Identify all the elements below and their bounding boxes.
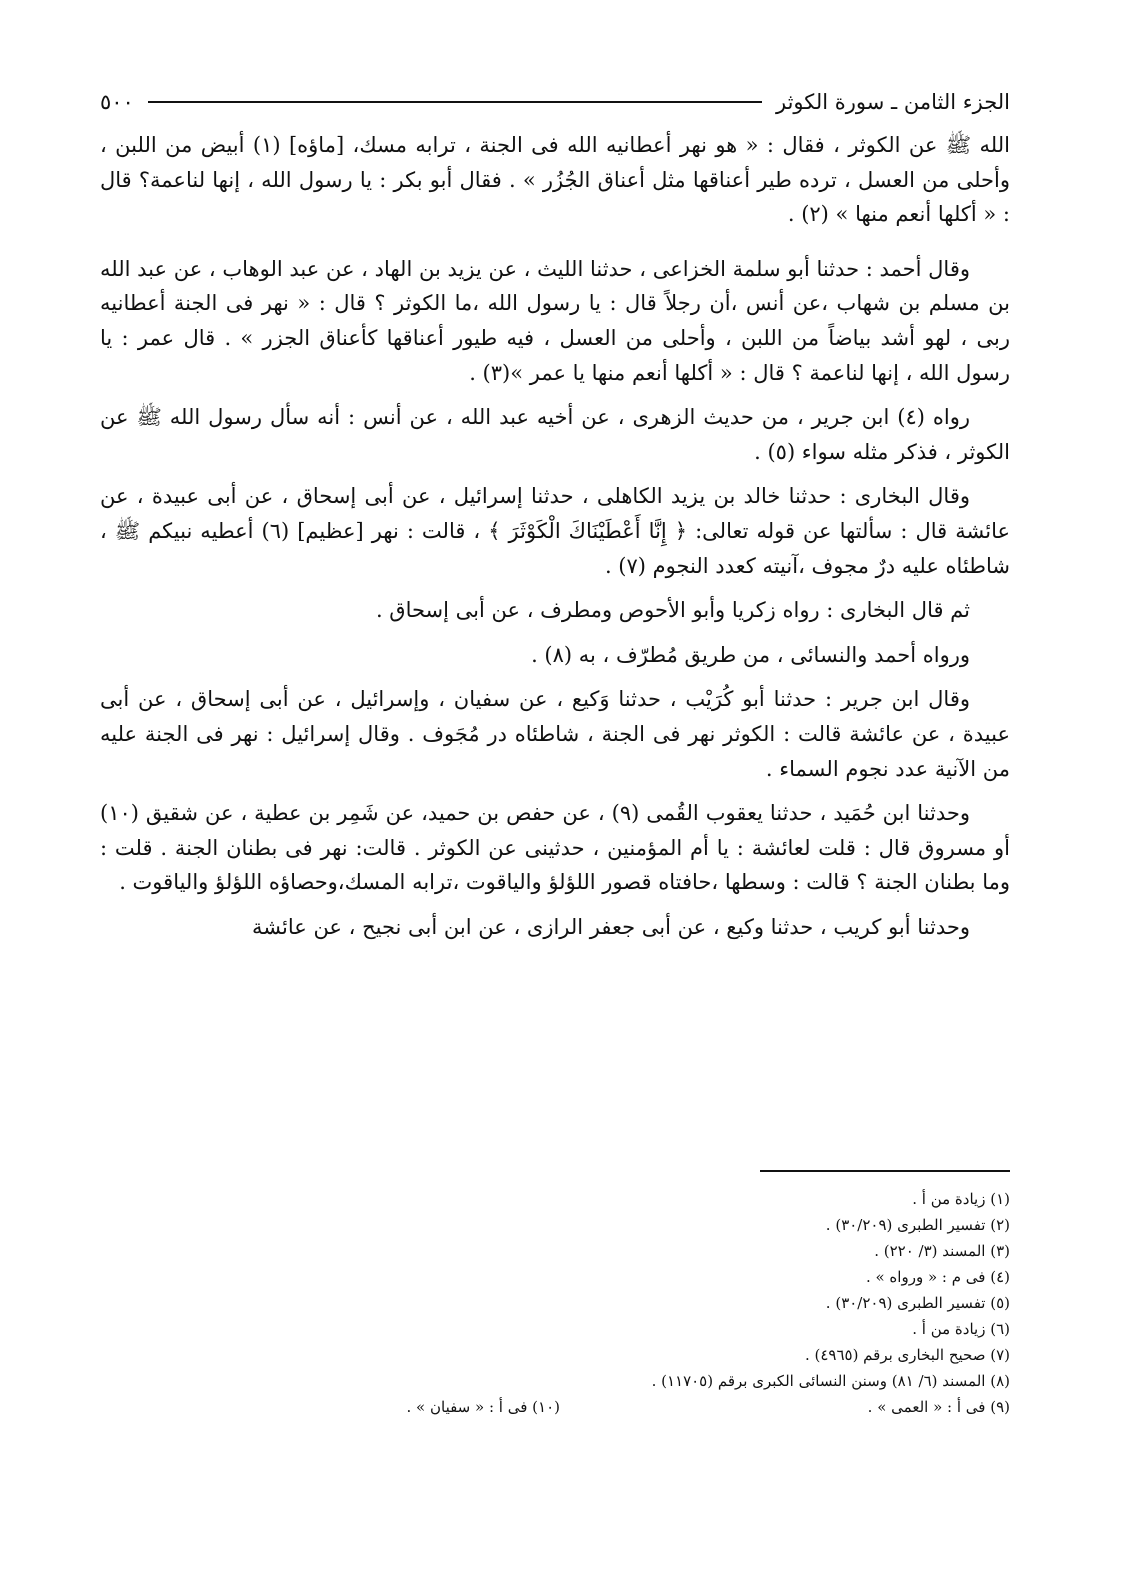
- main-text: [100, 128, 1010, 954]
- footnote: (٩) فى أ : « العمى » .: [867, 1398, 1010, 1416]
- footnote: (٨) المسند (٦/ ٨١) وسنن النسائى الكبرى برقم (١١٧٠٥) .: [651, 1372, 1010, 1390]
- footnote: (٦) زيادة من أ .: [912, 1320, 1010, 1338]
- footnote: (٥) تفسير الطبرى (٣٠/٢٠٩) .: [825, 1294, 1010, 1312]
- footnote: (١٠) فى أ : « سفيان » .: [406, 1398, 560, 1416]
- footnote: (٧) صحيح البخارى برقم (٤٩٦٥) .: [804, 1346, 1010, 1364]
- paragraph: ثم قال البخارى : رواه زكريا وأبو الأحوص ومطرف ، عن أبى إسحاق .: [375, 598, 970, 623]
- paragraph: وحدثنا ابن حُمَيد ، حدثنا يعقوب القُمى (٩) ، عن حفص بن حميد، عن شَمِر بن عطية ، عن شقيق (١٠) أو مسروق قال : قلت لعائشة : يا أم المؤمنين ، حدثينى عن الكوثر . قالت: نهر فى بطنان الجنة . قلت : وما بطنان الجنة ؟ قالت : وسطها ،حافتاه قصور اللؤلؤ والياقوت ،ترابه المسك،وحصاؤه اللؤلؤ والياقوت .: [100, 801, 1010, 895]
- footnote: (٤) فى م : « ورواه » .: [865, 1268, 1010, 1286]
- paragraph: وقال ابن جرير : حدثنا أبو كُرَيْب ، حدثنا وَكيع ، عن سفيان ، وإسرائيل ، عن أبى إسحاق ، عن أبى عبيدة ، عن عائشة قالت : الكوثر نهر فى الجنة ، شاطئاه در مُجَوف . وقال إسرائيل : نهر فى الجنة عليه من الآنية عدد نجوم السماء .: [100, 687, 1010, 781]
- footnote-row: [100, 1394, 1010, 1420]
- footnotes: [100, 1186, 1010, 1420]
- footnote: (٢) تفسير الطبرى (٣٠/٢٠٩) .: [825, 1216, 1010, 1234]
- header-rule: [148, 101, 762, 103]
- running-title: الجزء الثامن ـ سورة الكوثر: [775, 90, 1010, 114]
- paragraph: وحدثنا أبو كريب ، حدثنا وكيع ، عن أبى جعفر الرازى ، عن ابن أبى نجيح ، عن عائشة: [252, 914, 970, 939]
- paragraph: رواه (٤) ابن جرير ، من حديث الزهرى ، عن أخيه عبد الله ، عن أنس : أنه سأل رسول الله ﷺ عن الكوثر ، فذكر مثله سواء (٥) .: [100, 405, 1010, 464]
- page-number: ٥٠٠: [100, 90, 134, 114]
- paragraph: وقال البخارى : حدثنا خالد بن يزيد الكاهلى ، حدثنا إسرائيل ، عن أبى إسحاق ، عن أبى عبيدة ، عن عائشة قال : سألتها عن قوله تعالى: ﴿ إِنَّا أَعْطَيْنَاكَ الْكَوْثَرَ ﴾ ، قالت : نهر [عظيم] (٦) أعطيه نبيكم ﷺ ، شاطئاه عليه درٌ مجوف ،آنيته كعدد النجوم (٧) .: [100, 484, 1010, 578]
- page-header: [100, 84, 1010, 120]
- paragraph: وقال أحمد : حدثنا أبو سلمة الخزاعى ، حدثنا الليث ، عن يزيد بن الهاد ، عن عبد الوهاب ، عن عبد الله بن مسلم بن شهاب ،عن أنس ،أن رجلاً قال : يا رسول الله ،ما الكوثر ؟ قال : « نهر فى الجنة أعطانيه ربى ، لهو أشد بياضاً من اللبن ، وأحلى من العسل ، فيه طيور أعناقها كأعناق الجزر » . قال عمر : يا رسول الله ، إنها لناعمة ؟ قال : « أكلها أنعم منها يا عمر »(٣) .: [100, 256, 1010, 385]
- footnote: (١) زيادة من أ .: [912, 1190, 1010, 1208]
- paragraph: الله ﷺ عن الكوثر ، فقال : « هو نهر أعطانيه الله فى الجنة ، ترابه مسك، [ماؤه] (١) أبيض من اللبن ، وأحلى من العسل ، ترده طير أعناقها مثل أعناق الجُزُر » . فقال أبو بكر : يا رسول الله ، إنها لناعمة؟ قال : « أكلها أنعم منها » (٢) .: [100, 133, 1010, 227]
- footnote: (٣) المسند (٣/ ٢٢٠) .: [874, 1242, 1010, 1260]
- footnote-separator: [760, 1170, 1010, 1172]
- paragraph: ورواه أحمد والنسائى ، من طريق مُطرّف ، به (٨) .: [531, 642, 970, 667]
